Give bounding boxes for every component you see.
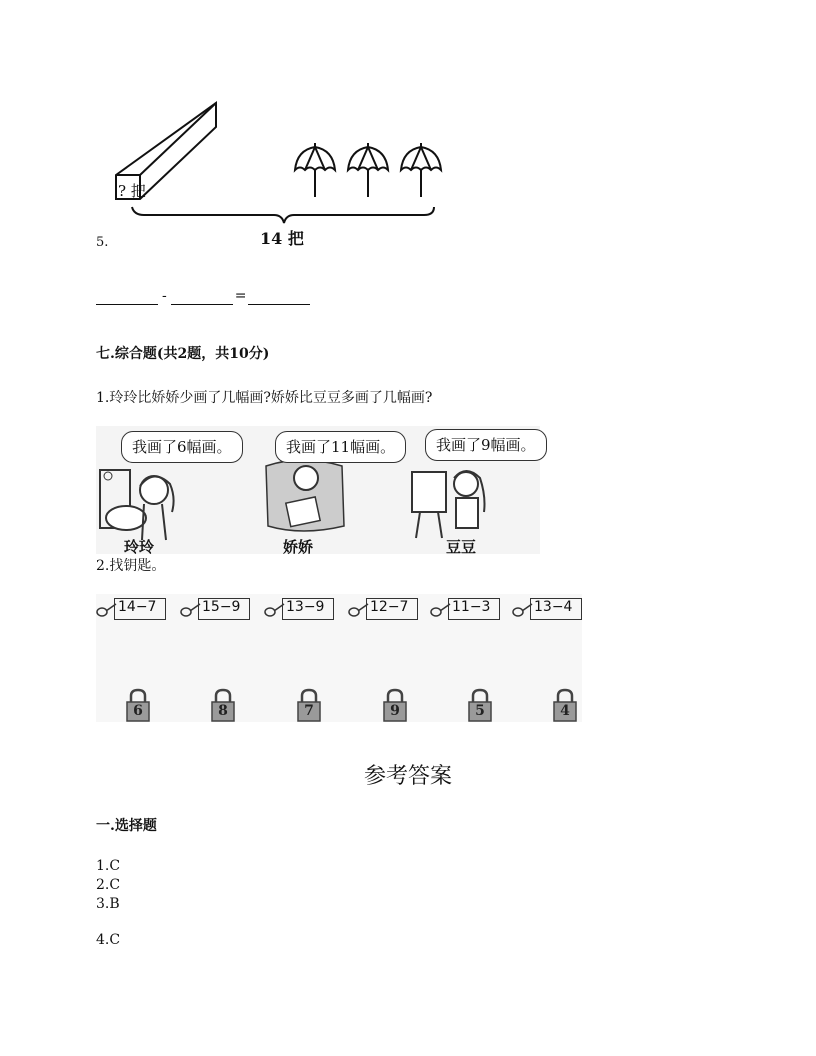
equals-sign: =: [234, 288, 247, 304]
key-item: [430, 598, 500, 620]
answers-section-title: 一.选择题: [96, 818, 157, 834]
lock-number: 8: [218, 703, 228, 719]
kid-name: 娇娇: [283, 538, 314, 556]
answer-blank[interactable]: [96, 291, 158, 305]
section-title: 七.综合题(共2题，共10分): [96, 346, 270, 362]
answer-item: 4.C: [96, 932, 121, 948]
lock-item: [553, 688, 577, 722]
lock-item: [383, 688, 407, 722]
key-label: 13−4: [534, 599, 573, 615]
answer-item: 1.C: [96, 858, 121, 874]
key-label: 14−7: [118, 599, 157, 615]
answer-item: 2.C: [96, 877, 121, 893]
key-item: [180, 598, 250, 620]
keys-locks-picture: [96, 594, 582, 722]
question-1-text: 1.玲玲比娇娇少画了几幅画?娇娇比豆豆多画了几幅画?: [96, 390, 433, 406]
girl-drawing-icon: [262, 456, 352, 536]
speech-bubble: 我画了9幅画。: [425, 429, 547, 461]
lock-item: [126, 688, 150, 722]
kid-name: 豆豆: [446, 538, 477, 556]
key-item: [348, 598, 418, 620]
lock-number: 7: [304, 703, 314, 719]
key-item: [512, 598, 582, 620]
lock-number: 5: [475, 703, 485, 719]
lock-number: 4: [560, 703, 570, 719]
umbrella-box-figure: [90, 95, 450, 225]
key-label: 12−7: [370, 599, 409, 615]
key-label: 11−3: [452, 599, 491, 615]
lock-item: [211, 688, 235, 722]
equation-line: [96, 287, 310, 305]
question-2-text: 2.找钥匙。: [96, 558, 166, 574]
total-label: 14 把: [260, 229, 304, 248]
key-item: [264, 598, 334, 620]
lock-item: [468, 688, 492, 722]
lock-number: 9: [390, 703, 400, 719]
speech-bubble: 我画了6幅画。: [121, 431, 243, 463]
key-label: 15−9: [202, 599, 241, 615]
lock-item: [297, 688, 321, 722]
speech-bubble: 我画了11幅画。: [275, 431, 406, 463]
answer-blank[interactable]: [171, 291, 233, 305]
key-label: 13−9: [286, 599, 325, 615]
answer-blank[interactable]: [248, 291, 310, 305]
question-number: 5.: [96, 235, 109, 250]
girl-painting-icon: [96, 462, 186, 542]
lock-number: 6: [133, 703, 143, 719]
minus-sign: -: [162, 288, 167, 304]
answers-title: 参考答案: [363, 764, 452, 789]
girl-easel-icon: [408, 466, 498, 546]
box-label: ? 把: [118, 182, 146, 200]
kid-name: 玲玲: [124, 538, 155, 556]
key-item: [96, 598, 166, 620]
answer-item: 3.B: [96, 896, 120, 912]
